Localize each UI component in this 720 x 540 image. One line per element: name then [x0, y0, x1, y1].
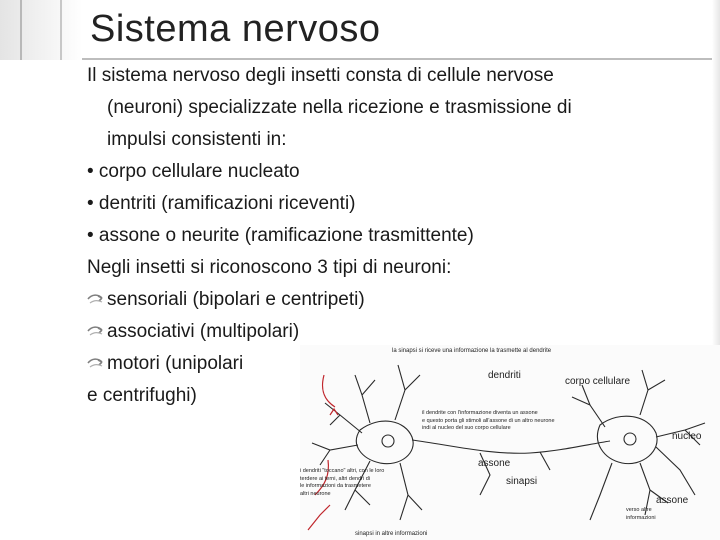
diagram-bottom-caption: sinapsi in altre informazioni [355, 531, 428, 537]
bullet-item: • corpo cellulare nucleato [87, 161, 300, 182]
label-nucleo: nucleo [672, 431, 702, 442]
label-sinapsi: sinapsi [506, 476, 538, 487]
slide-frame-left [0, 0, 82, 60]
note-right: verso altre informazioni [626, 507, 656, 521]
label-assone: assone [478, 458, 511, 469]
arrow-bullet-icon [87, 292, 105, 306]
label-assone-right: assone [656, 495, 689, 506]
neuron-diagram [300, 345, 720, 540]
label-dendriti: dendriti [488, 370, 521, 381]
bullet-item: • assone o neurite (ramificazione trasmittente) [87, 225, 474, 246]
arrow-bullet-icon [87, 356, 105, 370]
neuron-type-item [87, 316, 687, 348]
neuron-type-item [87, 284, 687, 316]
neuron-type-continuation: e centrifughi) [87, 385, 197, 406]
slide-title: Sistema nervoso [90, 8, 381, 50]
paragraph-line: Il sistema nervoso degli insetti consta di cellule nervose [87, 65, 554, 86]
bullet-item: • dentriti (ramificazioni riceventi) [87, 193, 356, 214]
neuron-type-label: sensoriali (bipolari e centripeti) [107, 289, 365, 310]
diagram-top-caption: la sinapsi si riceve una informazione la trasmette al dendrite [392, 348, 552, 354]
neurons-intro: Negli insetti si riconoscono 3 tipi di neuroni: [87, 257, 452, 278]
paragraph-line: impulsi consistenti in: [107, 129, 287, 150]
note-assone: il dendrite con l'informazione diventa un assone e questo porta gli stimoli all'assone di un altro neurone indi al nucleo del suo corpo cellulare [422, 410, 555, 431]
neuron-type-label: motori (unipolari [107, 353, 244, 374]
note-left: i dendriti "toccano" altri, con le loro terdere ai terni, altri dendri di le informazioni da trasmetere altri neurone [300, 468, 385, 497]
paragraph-line: (neuroni) specializzate nella ricezione e trasmissione di [107, 97, 572, 118]
arrow-bullet-icon [87, 324, 105, 338]
label-corpo-cellulare: corpo cellulare [565, 376, 631, 387]
neuron-type-label: associativi (multipolari) [107, 321, 300, 342]
